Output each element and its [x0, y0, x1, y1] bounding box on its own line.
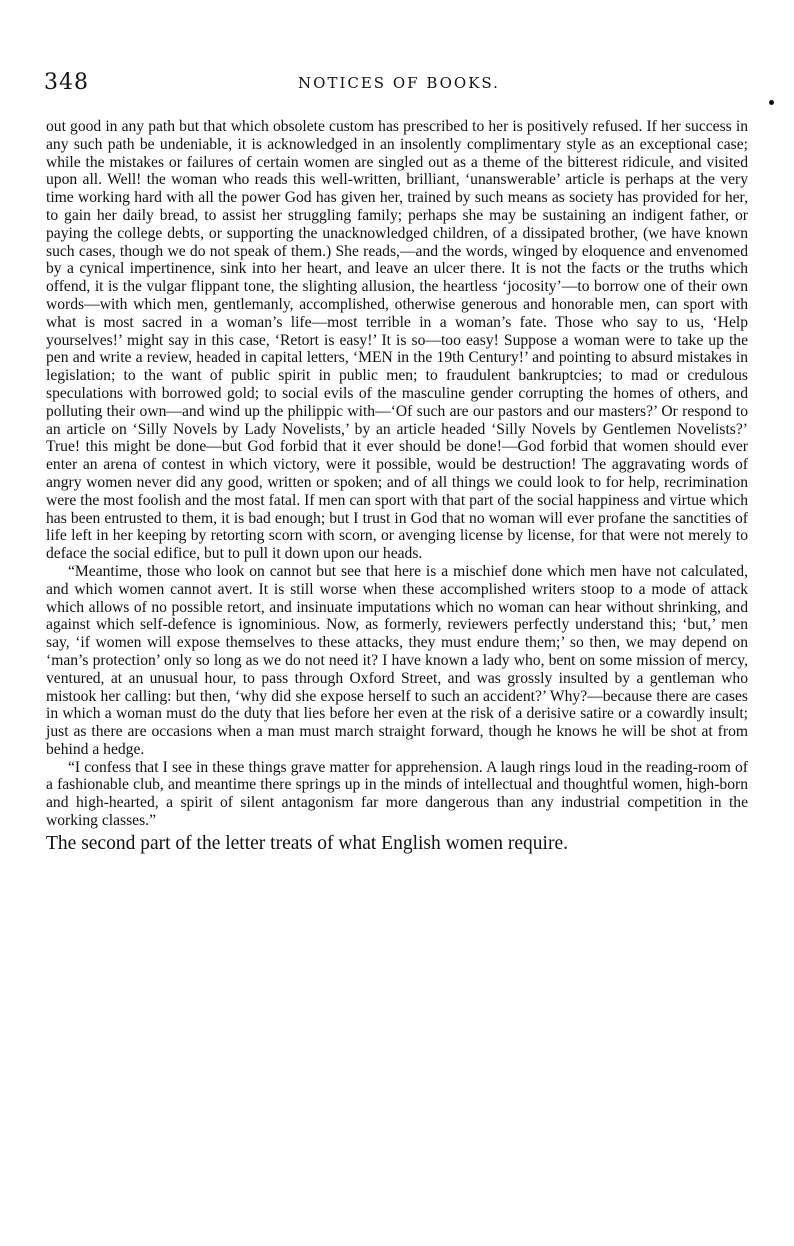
running-title: NOTICES OF BOOKS.	[298, 74, 500, 92]
paragraph-1: out good in any path but that which obsolete custom has prescribed to her is positively refused. If her success in any such path be undeniable, it is acknowledged in an insolently complimentary style as an exceptional case; while the mistakes or failures of certain women are singled out as a theme of the bitterest ridicule, and visited upon all. Well! the woman who reads this well-written, brilliant, ‘unanswerable’ article is perhaps at the very time working hard with all the power God has given her, trained by such means as society has provided for her, to gain her daily bread, to assist her struggling family; perhaps she may be sustaining an indigent father, or paying the college debts, or supporting the unacknowledged children, of a dissipated brother, (we have known such cases, though we do not speak of them.) She reads,—and the words, winged by eloquence and envenomed by a cynical impertinence, sink into her heart, and leave an ulcer there. It is not the facts or the truths which offend, it is the vulgar flippant tone, the slighting allusion, the heartless ‘jocosity’—to borrow one of their own words—with which men, gentlemanly, accomplished, otherwise generous and honorable men, can sport with what is most sacred in a woman’s life—most terrible in a woman’s fate. Those who say to us, ‘Help yourselves!’ might say in this case, ‘Retort is easy!’ It is so—too easy! Suppose a woman were to take up the pen and write a review, headed in capital letters, ‘MEN in the 19th Century!’ and pointing to absurd mistakes in legislation; to the want of public spirit in public men; to fraudulent bankruptcies; to mad or credulous speculations with borrowed gold; to social evils of the masculine gender corrupting the homes of others, and polluting their own—and wind up the philippic with—‘Of such are our pastors and our masters?’ Or respond to an article on ‘Silly Novels by Lady Novelists,’ by an article headed ‘Silly Novels by Gentlemen Novelists?’ True! this might be done—but God forbid that it ever should be done!—God forbid that women should ever enter an arena of contest in which victory, were it possible, would be destruction! The aggravating words of angry women never did any good, written or spoken; and of all things we could look to for help, recrimination were the most foolish and the most fatal. If men can sport with that part of the social happiness and virtue which has been entrusted to them, it is bad enough; but I trust in God that no woman will ever profane the sanctities of life left in her keeping by retorting scorn with scorn, or avenging license by license, for that were not merely to deface the social edifice, but to pull it down upon our heads.	[46, 118, 748, 563]
page-number: 348	[44, 70, 89, 95]
page-body	[46, 118, 748, 875]
paragraph-3: “I confess that I see in these things grave matter for apprehension. A laugh rings loud in the reading-room of a fashionable club, and meantime there springs up in the minds of intellectual and thoughtful women, high-born and high-hearted, a spirit of silent antagonism far more dangerous than any industrial competition in the working classes.”	[46, 758, 748, 830]
paragraph-2: “Meantime, those who look on cannot but see that here is a mischief done which men have not calculated, and which women cannot avert. It is still worse when these accomplished writers stoop to a mode of attack which allows of no possible retort, and insinuate imputations which no woman can hear without shrinking, and against which self-defence is ignominious. Now, as formerly, reviewers perfectly understand this; ‘but,’ men say, ‘if women will expose themselves to these attacks, they must endure them;’ so then, we may depend on ‘man’s protection’ only so long as we do not need it? I have known a lady who, bent on some mission of mercy, ventured, at an unusual hour, to pass through Oxford Street, and was grossly insulted by a gentleman who mistook her calling: but then, ‘why did she expose herself to such an accident?’ Why?—because there are cases in which a woman must do the duty that lies before her even at the risk of a derisive satire or a cowardly insult; just as there are occasions when a man must march straight forward, though he knows he will be shot at from behind a hedge.	[46, 562, 748, 758]
page-header	[44, 70, 754, 100]
margin-dot	[769, 100, 774, 105]
paragraph-4: The second part of the letter treats of what English women require.	[46, 832, 568, 854]
